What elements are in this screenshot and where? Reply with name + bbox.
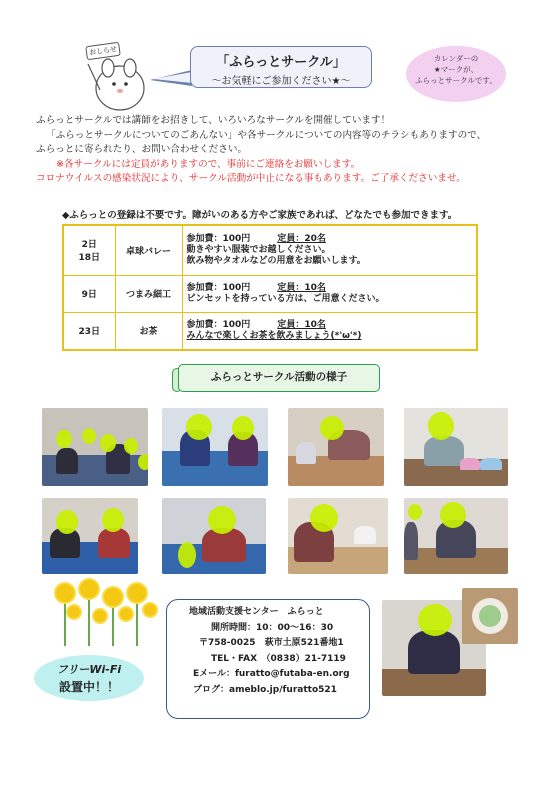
wifi-badge — [34, 655, 144, 701]
bubble-tail-inner — [153, 72, 192, 83]
intro-line: 「ふらっとサークルについてのごあんない」や各サークルについての内容等のチラシもありますので、 — [46, 129, 487, 141]
date: 23日 — [78, 327, 101, 338]
intro-warning: ※各サークルには定員がありますので、事前にご連絡をお願いします。 — [56, 158, 361, 170]
date: 9日 — [81, 290, 97, 300]
wifi-label: フリーWi-Fi — [56, 663, 122, 676]
table-row — [63, 275, 477, 312]
circle-name: お茶 — [115, 312, 182, 350]
table-row — [63, 312, 477, 350]
title-bubble — [190, 46, 372, 88]
info-cell — [182, 312, 477, 350]
date: 18日 — [78, 253, 101, 264]
note: 動きやすい服装でお越しください。 — [186, 244, 331, 255]
activity-photo — [288, 498, 388, 574]
email: Eメール：furatto@futaba-en.org — [193, 669, 350, 679]
opening-hours: 開所時間：10：00～16：30 — [211, 622, 334, 633]
registration-notice: ◆ふらっとの登録は不要です。障がいのある方やご家族であれば、どなたでも参加できます。 — [62, 210, 458, 221]
activity-photo — [404, 408, 508, 486]
note: みんなで楽しくお茶を飲みましょう(*'ω'*) — [186, 330, 362, 341]
calendar-note — [406, 46, 506, 102]
center-name: 地域活動支援センター ふらっと — [189, 607, 324, 617]
flower-illustration — [50, 578, 160, 648]
calendar-note-line: ★マークが、 — [433, 65, 479, 74]
calendar-note-line: ふらっとサークルです。 — [415, 76, 497, 85]
activity-photo — [42, 498, 138, 574]
info-cell — [182, 225, 477, 275]
activity-photo — [288, 408, 384, 486]
activity-photo — [162, 408, 268, 486]
phone-fax: TEL・FAX （0838）21-7119 — [211, 653, 346, 664]
capacity: 定員：10名 — [277, 319, 326, 330]
activity-photo — [42, 408, 148, 486]
blog-url: ブログ：ameblo.jp/furatto521 — [193, 684, 337, 695]
note: 飲み物やタオルなどの用意をお願いします。 — [186, 255, 366, 266]
mascot-sign: おしらせ — [85, 42, 121, 61]
intro-line: ふらっとに寄られたり、お問い合わせください。 — [36, 144, 248, 155]
contact-box — [166, 599, 370, 719]
date: 2日 — [81, 240, 97, 251]
note: ピンセットを持っている方は、ご用意ください。 — [186, 293, 385, 304]
tea-photo — [462, 588, 518, 644]
fee: 参加費：100円 — [186, 319, 251, 330]
address: 〒758-0025 萩市土原521番地1 — [199, 638, 344, 648]
intro-warning: コロナウイルスの感染状況により、サークル活動が中止になる事もあります。ご了承くださいませ。 — [36, 173, 466, 184]
wifi-status: 設置中！！ — [58, 680, 119, 694]
capacity: 定員：20名 — [277, 233, 326, 244]
activity-photo — [404, 498, 508, 574]
schedule-table — [62, 224, 478, 351]
page-subtitle: ～お気軽にご参加ください★～ — [211, 76, 351, 87]
intro-text — [36, 114, 536, 187]
date-cell — [63, 225, 115, 275]
activity-photo — [162, 498, 266, 574]
date-cell — [63, 312, 115, 350]
circle-name: つまみ細工 — [115, 275, 182, 312]
fee: 参加費：100円 — [186, 233, 251, 244]
date-cell — [63, 275, 115, 312]
activity-banner: ふらっとサークル活動の様子 — [178, 364, 380, 392]
table-row — [63, 225, 477, 275]
intro-line: ふらっとサークルでは講師をお招きして、いろいろなサークルを開催しています！ — [36, 115, 391, 126]
info-cell — [182, 275, 477, 312]
capacity: 定員：10名 — [277, 282, 326, 293]
fee: 参加費：100円 — [186, 282, 251, 293]
page-title: 「ふらっとサークル」 — [216, 55, 346, 70]
circle-name: 卓球バレー — [115, 225, 182, 275]
calendar-note-line: カレンダーの — [433, 54, 479, 63]
